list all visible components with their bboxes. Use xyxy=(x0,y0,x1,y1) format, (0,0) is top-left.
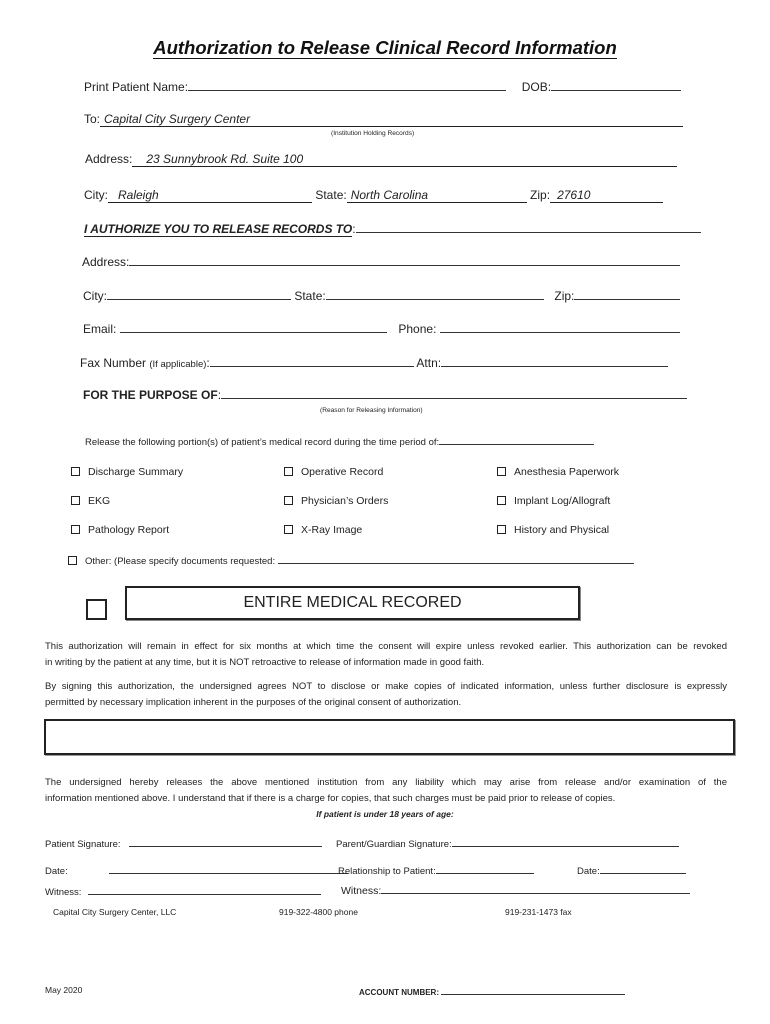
purpose-field[interactable] xyxy=(221,387,687,399)
patient-signature-field[interactable] xyxy=(129,835,322,847)
other-field[interactable] xyxy=(278,552,634,564)
liability-paragraph xyxy=(45,775,727,807)
email-label: Email: xyxy=(83,322,117,336)
paragraph-line: information mentioned above. I understand that if there is a charge for copies, that such charges must be paid prior to release of copies. xyxy=(45,793,616,804)
minor-note-text: If patient is under 18 years of age: xyxy=(316,809,454,819)
company-phone: 919-322-4800 phone xyxy=(279,907,358,917)
paragraph-line: The undersigned hereby releases the above mentioned institution from any liability which may arise from release and/or examination of the xyxy=(45,777,727,788)
checkbox-icon[interactable] xyxy=(71,525,80,534)
holder-address-field[interactable] xyxy=(132,152,677,167)
minor-note xyxy=(0,809,770,819)
other-checkbox-icon[interactable] xyxy=(68,556,77,565)
patient-signature-label: Patient Signature xyxy=(45,839,118,850)
checkbox-icon[interactable] xyxy=(284,467,293,476)
company-name: Capital City Surgery Center, LLC xyxy=(53,907,177,917)
disclosure-paragraph xyxy=(45,679,727,711)
account-number-label: ACCOUNT NUMBER: xyxy=(359,988,439,997)
to-row xyxy=(84,112,683,127)
holder-city-field[interactable] xyxy=(108,188,312,203)
purpose-colon: : xyxy=(217,388,222,402)
recipient-state-label: State: xyxy=(294,289,326,303)
company-fax: 919-231-1473 fax xyxy=(505,907,572,917)
checkbox-item[interactable] xyxy=(497,524,609,536)
checkbox-label: EKG xyxy=(88,495,111,507)
account-number-field[interactable] xyxy=(441,985,625,995)
patient-name-field[interactable] xyxy=(188,79,506,91)
dob-field[interactable] xyxy=(551,79,681,91)
patient-signature-row xyxy=(45,835,322,850)
fax-attn-row xyxy=(80,355,668,370)
recipient-city-field[interactable] xyxy=(107,288,291,300)
entire-record-checkbox-icon[interactable] xyxy=(86,599,107,620)
colon: : xyxy=(597,866,600,877)
checkbox-label: X-Ray Image xyxy=(301,524,363,536)
purpose-note: (Reason for Releasing Information) xyxy=(320,407,423,414)
recipient-name-field[interactable] xyxy=(356,221,701,233)
time-period-field[interactable] xyxy=(439,433,594,445)
colon: : xyxy=(433,866,436,877)
colon: : xyxy=(78,887,82,898)
authorize-row xyxy=(84,221,701,236)
recipient-city-row xyxy=(83,288,680,303)
parent-signature-field[interactable] xyxy=(452,835,679,847)
date2-field[interactable] xyxy=(600,862,686,874)
checkbox-icon[interactable] xyxy=(284,525,293,534)
holder-zip-label: Zip: xyxy=(530,188,551,202)
institution-note: (Institution Holding Records) xyxy=(331,130,415,137)
recipient-city-label: City: xyxy=(83,289,107,303)
holder-address-value: 23 Sunnybrook Rd. Suite 100 xyxy=(146,152,304,166)
relationship-field[interactable] xyxy=(436,862,534,874)
holder-state-value: North Carolina xyxy=(350,188,429,202)
email-field[interactable] xyxy=(120,321,387,333)
checkbox-label: Pathology Report xyxy=(88,524,170,536)
recipient-address-field[interactable] xyxy=(129,254,680,266)
witness2-row xyxy=(341,882,690,897)
colon: : xyxy=(117,839,121,850)
checkbox-label: Implant Log/Allograft xyxy=(514,495,611,507)
checkbox-icon[interactable] xyxy=(497,496,506,505)
checkbox-label: Physician’s Orders xyxy=(301,495,389,507)
fax-label: Fax Number xyxy=(80,356,147,370)
checkbox-item[interactable] xyxy=(71,495,110,507)
release-portion-text: Release the following portion(s) of patient’s medical record during the time period of: xyxy=(85,437,440,448)
patient-name-row xyxy=(84,79,681,94)
checkbox-label: Anesthesia Paperwork xyxy=(514,466,620,478)
checkbox-icon[interactable] xyxy=(284,496,293,505)
checkbox-item[interactable] xyxy=(284,495,388,507)
account-number-row xyxy=(359,985,625,997)
patient-name-label: Print Patient Name: xyxy=(84,80,189,94)
witness2-field[interactable] xyxy=(381,882,690,894)
attn-label: Attn: xyxy=(416,356,442,370)
phone-label: Phone: xyxy=(398,322,437,336)
fax-note: (If applicable) xyxy=(149,359,207,370)
blank-input-box[interactable] xyxy=(44,719,735,755)
checkbox-label: Operative Record xyxy=(301,466,384,478)
release-portion-row xyxy=(85,433,594,448)
colon: : xyxy=(378,885,382,897)
holder-city-label: City: xyxy=(84,188,108,202)
checkbox-item[interactable] xyxy=(497,466,619,478)
holder-zip-value: 27610 xyxy=(557,188,591,202)
parent-signature-label: Parent/Guardian Signature xyxy=(336,839,450,850)
form-title: Authorization to Release Clinical Record Information xyxy=(153,37,617,58)
date-field[interactable] xyxy=(109,862,348,874)
institution-value: Capital City Surgery Center xyxy=(104,112,251,126)
parent-signature-row xyxy=(336,835,679,850)
dob-label: DOB: xyxy=(521,80,552,94)
entire-record-label: ENTIRE MEDICAL RECORED xyxy=(243,594,462,611)
holder-city-value: Raleigh xyxy=(118,188,159,202)
purpose-row xyxy=(83,387,687,402)
other-label: Other: (Please specify documents requested: xyxy=(85,556,276,567)
checkbox-item[interactable] xyxy=(71,524,169,536)
purpose-label: FOR THE PURPOSE OF xyxy=(83,388,218,402)
checkbox-item[interactable] xyxy=(71,466,183,478)
email-phone-row xyxy=(83,321,680,336)
to-label: To: xyxy=(84,112,101,126)
date-label: Date xyxy=(45,866,66,877)
paragraph-line: in writing by the patient at any time, but it is NOT retroactive to release of information made in good faith. xyxy=(45,657,485,668)
fax-field[interactable] xyxy=(210,355,414,367)
checkbox-item[interactable] xyxy=(284,466,383,478)
recipient-zip-field[interactable] xyxy=(574,288,680,300)
recipient-address-label: Address: xyxy=(82,255,130,269)
form-date: May 2020 xyxy=(45,985,83,995)
colon: : xyxy=(449,839,452,850)
authorize-colon: : xyxy=(352,222,356,236)
holder-state-field[interactable] xyxy=(347,188,527,203)
date2-row xyxy=(577,862,686,877)
holder-city-row xyxy=(84,188,663,203)
recipient-state-field[interactable] xyxy=(326,288,544,300)
holder-address-label: Address: xyxy=(85,152,133,166)
date-row xyxy=(45,862,348,877)
paragraph-line: This authorization will remain in effect for six months at which time the consent will expire unless revoked earlier. This authorization can be revoked xyxy=(45,641,727,652)
witness2-label: Witness xyxy=(341,885,379,897)
authorize-label: I AUTHORIZE YOU TO RELEASE RECORDS TO xyxy=(84,222,353,236)
phone-field[interactable] xyxy=(440,321,680,333)
revocation-paragraph xyxy=(45,639,727,671)
attn-field[interactable] xyxy=(441,355,668,367)
institution-field[interactable] xyxy=(100,112,683,127)
checkbox-icon[interactable] xyxy=(497,525,506,534)
checkbox-icon[interactable] xyxy=(71,467,80,476)
holder-state-label: State: xyxy=(315,188,347,202)
witness-label: Witness xyxy=(45,887,79,898)
recipient-zip-label: Zip: xyxy=(554,289,575,303)
fax-colon: : xyxy=(206,356,210,370)
date2-label: Date xyxy=(577,866,598,877)
checkbox-icon[interactable] xyxy=(497,467,506,476)
entire-record-box[interactable] xyxy=(125,586,580,620)
relationship-label: Relationship to Patient xyxy=(338,866,434,877)
paragraph-line: By signing this authorization, the undersigned agrees NOT to disclose or make copies of indicated information, unless further disclosure is expressly xyxy=(45,681,727,692)
other-row xyxy=(68,552,634,567)
holder-address-row xyxy=(85,152,677,167)
colon: : xyxy=(65,866,68,877)
holder-zip-field[interactable] xyxy=(550,188,663,203)
checkbox-label: Discharge Summary xyxy=(88,466,184,478)
paragraph-line: permitted by necessary implication inherent in the purposes of the original consent of authorization. xyxy=(45,697,462,708)
witness-row xyxy=(45,883,321,898)
checkbox-item[interactable] xyxy=(284,524,362,536)
checkbox-icon[interactable] xyxy=(71,496,80,505)
recipient-address-row xyxy=(82,254,680,269)
checkbox-item[interactable] xyxy=(497,495,610,507)
relationship-row xyxy=(338,862,534,877)
witness-field[interactable] xyxy=(88,883,321,895)
checkbox-label: History and Physical xyxy=(514,524,610,536)
